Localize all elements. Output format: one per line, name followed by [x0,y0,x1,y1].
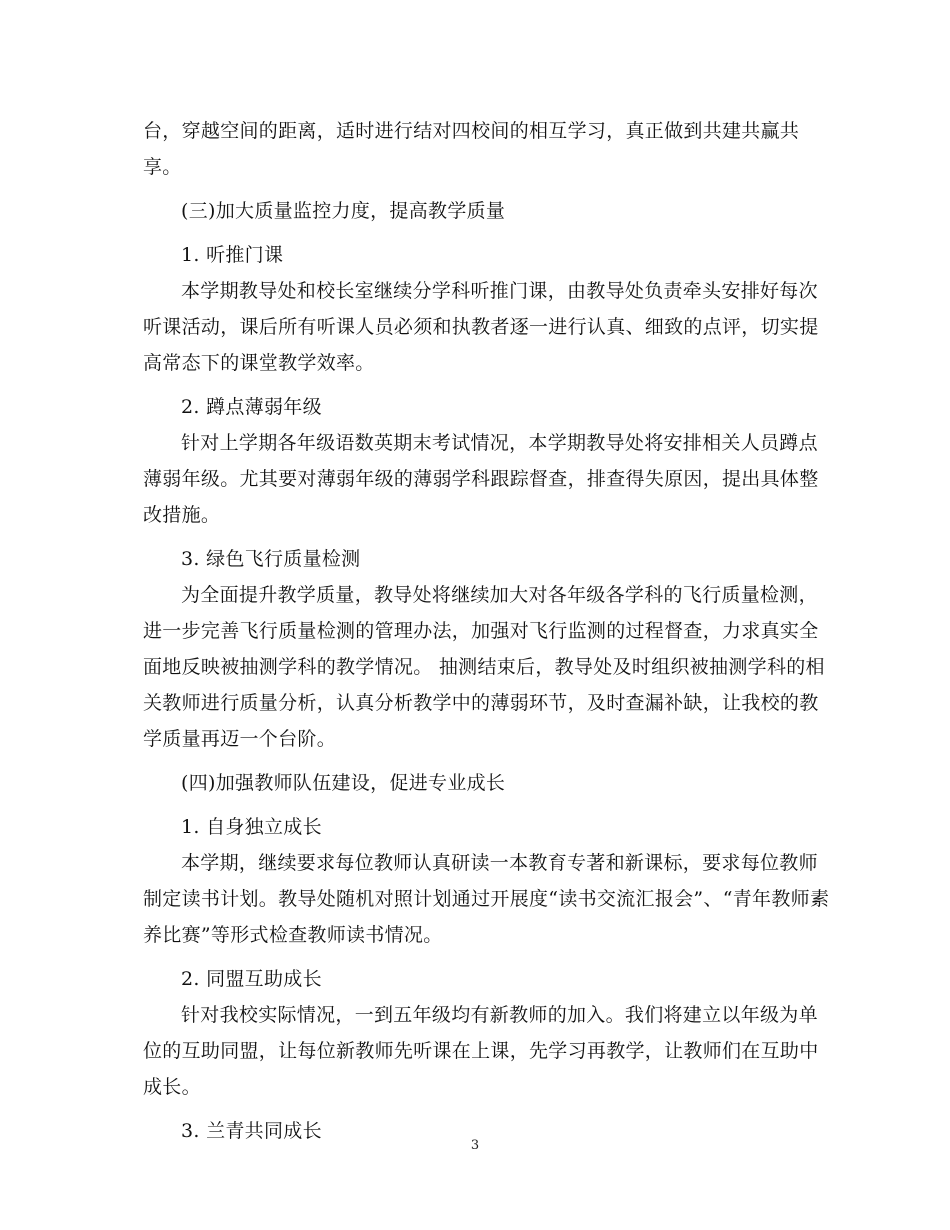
paragraph-line: 养比赛”等形式检查教师读书情况。 [143,924,443,946]
paragraph-line: 薄弱年级。尤其要对薄弱年级的薄弱学科跟踪督查，排查得失原因，提出具体整 [143,468,819,490]
paragraph-line: 台，穿越空间的距离，适时进行结对四校间的相互学习，真正做到共建共赢共 [143,120,800,142]
paragraph-line: 本学期，继续要求每位教师认真研读一本教育专著和新课标，要求每位教师 [181,852,818,874]
subsection-heading: 2. 同盟互助成长 [181,968,322,990]
paragraph-line: 关教师进行质量分析，认真分析教学中的薄弱环节，及时查漏补缺，让我校的教 [143,692,819,714]
paragraph-line: 位的互助同盟，让每位新教师先听课在上课，先学习再教学，让教师们在互助中 [143,1040,819,1062]
paragraph-line: 本学期教导处和校长室继续分学科听推门课，由教导处负责牵头安排好每次 [181,280,818,302]
paragraph-line: 享。 [143,156,182,178]
subsection-heading: 1. 自身独立成长 [181,816,322,838]
section-heading: (三)加大质量监控力度，提高教学质量 [181,200,506,222]
subsection-heading: 3. 绿色飞行质量检测 [181,548,361,570]
subsection-heading: 3. 兰青共同成长 [181,1120,322,1142]
paragraph-line: 针对我校实际情况，一到五年级均有新教师的加入。我们将建立以年级为单 [181,1004,818,1026]
paragraph-line: 学质量再迈一个台阶。 [143,728,337,750]
paragraph-line: 针对上学期各年级语数英期末考试情况，本学期教导处将安排相关人员蹲点 [181,432,818,454]
section-heading: (四)加强教师队伍建设，促进专业成长 [181,772,506,794]
page-body [143,113,830,1149]
paragraph-line: 制定读书计划。教导处随机对照计划通过开展度“读书交流汇报会”、“青年教师素 [143,888,830,910]
paragraph-line: 听课活动，课后所有听课人员必须和执教者逐一进行认真、细致的点评，切实提 [143,316,819,338]
paragraph-line: 面地反映被抽测学科的教学情况。 抽测结束后，教导处及时组织被抽测学科的相 [143,656,825,678]
page-number: 3 [470,1138,480,1153]
paragraph-line: 为全面提升教学质量，教导处将继续加大对各年级各学科的飞行质量检测， [181,584,818,606]
paragraph-line: 高常态下的课堂教学效率。 [143,352,375,374]
paragraph-line: 成长。 [143,1076,201,1098]
paragraph-line: 进一步完善飞行质量检测的管理办法，加强对飞行监测的过程督查，力求真实全 [143,620,819,642]
subsection-heading: 2. 蹲点薄弱年级 [181,396,322,418]
paragraph-line: 改措施。 [143,504,221,526]
subsection-heading: 1. 听推门课 [181,244,284,266]
